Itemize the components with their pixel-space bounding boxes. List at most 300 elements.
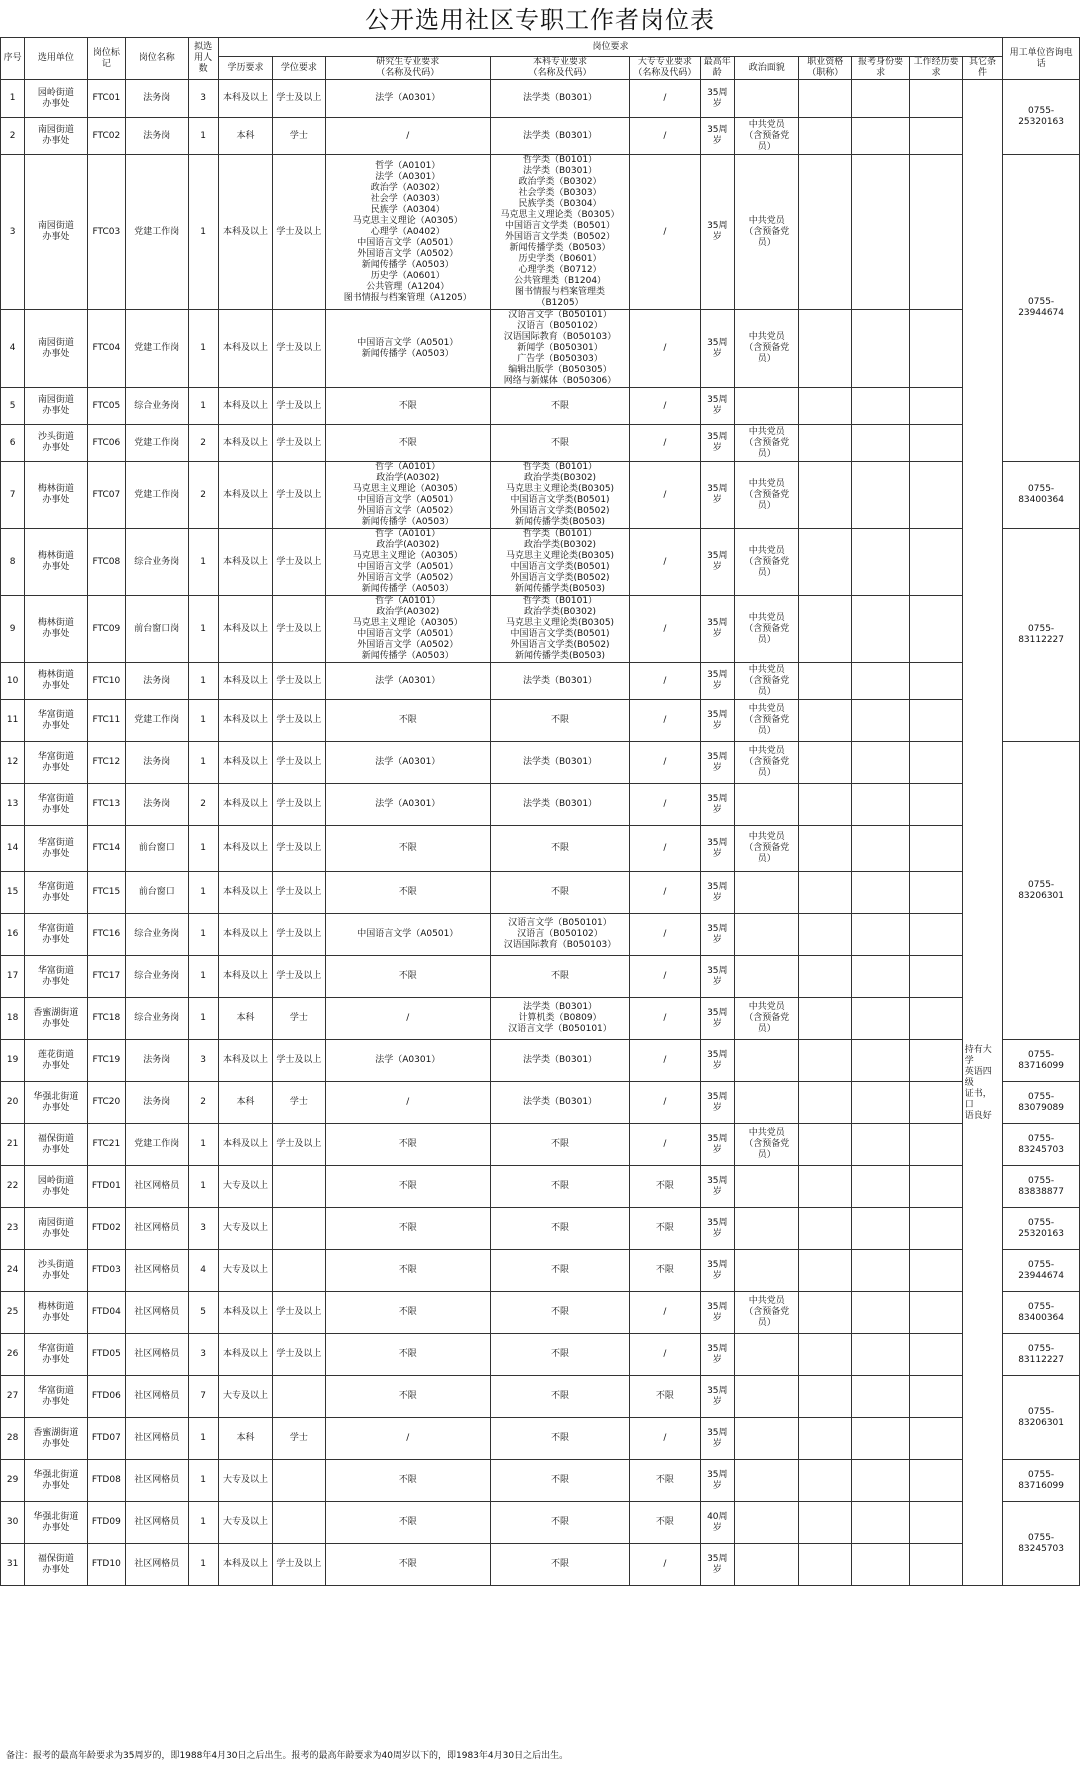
cell-politics	[734, 784, 799, 826]
cell-count: 1	[188, 310, 218, 388]
cell-count: 1	[188, 956, 218, 998]
cell-count: 2	[188, 784, 218, 826]
cell-code: FTD02	[87, 1208, 125, 1250]
cell-college-major: /	[630, 1124, 701, 1166]
cell-bach-major: 不限	[490, 826, 629, 872]
cell-max-age: 35周岁	[700, 155, 734, 310]
cell-college-major: /	[630, 425, 701, 462]
cell-experience	[910, 663, 962, 700]
cell-unit: 香蜜湖街道 办事处	[25, 1418, 88, 1460]
cell-degree: 学士及以上	[273, 784, 325, 826]
cell-degree: 学士及以上	[273, 1124, 325, 1166]
cell-edu: 本科及以上	[218, 1040, 272, 1082]
cell-unit: 梅林街道 办事处	[25, 1292, 88, 1334]
cell-college-major: /	[630, 663, 701, 700]
cell-phone: 0755- 83206301	[1003, 742, 1080, 1040]
cell-seq: 15	[1, 872, 25, 914]
cell-experience	[910, 1334, 962, 1376]
cell-qualification	[799, 1166, 851, 1208]
cell-post: 党建工作岗	[126, 155, 189, 310]
cell-college-major: /	[630, 914, 701, 956]
cell-college-major: /	[630, 1040, 701, 1082]
cell-degree: 学士及以上	[273, 914, 325, 956]
cell-experience	[910, 826, 962, 872]
table-row	[1, 118, 1080, 155]
cell-qualification	[799, 1082, 851, 1124]
cell-identity	[851, 1502, 909, 1544]
cell-degree: 学士及以上	[273, 155, 325, 310]
cell-post: 社区网格员	[126, 1460, 189, 1502]
cell-count: 1	[188, 1166, 218, 1208]
cell-grad-major: 哲学（A0101） 政治学(A0302) 马克思主义理论（A0305） 中国语言文学（A0501） 外国语言文学（A0502） 新闻传播学（A0503）	[325, 462, 490, 529]
table-row	[1, 1544, 1080, 1586]
cell-identity	[851, 1334, 909, 1376]
cell-experience	[910, 1418, 962, 1460]
header-bach-major: 本科专业要求 （名称及代码）	[490, 57, 629, 80]
cell-unit: 华富街道 办事处	[25, 914, 88, 956]
cell-identity	[851, 388, 909, 425]
cell-experience	[910, 388, 962, 425]
cell-bach-major: 不限	[490, 1460, 629, 1502]
cell-edu: 本科及以上	[218, 596, 272, 663]
cell-max-age: 35周岁	[700, 1040, 734, 1082]
cell-code: FTC15	[87, 872, 125, 914]
cell-politics	[734, 1376, 799, 1418]
cell-max-age: 35周岁	[700, 1376, 734, 1418]
cell-identity	[851, 425, 909, 462]
cell-college-major: /	[630, 118, 701, 155]
cell-count: 3	[188, 1040, 218, 1082]
cell-identity	[851, 1166, 909, 1208]
cell-grad-major: 不限	[325, 1502, 490, 1544]
cell-degree: 学士及以上	[273, 1040, 325, 1082]
cell-phone: 0755- 23944674	[1003, 1250, 1080, 1292]
cell-unit: 香蜜湖街道 办事处	[25, 998, 88, 1040]
cell-edu: 本科及以上	[218, 529, 272, 596]
header-code: 岗位标记	[87, 38, 125, 80]
cell-qualification	[799, 388, 851, 425]
cell-grad-major: 不限	[325, 1250, 490, 1292]
cell-seq: 25	[1, 1292, 25, 1334]
cell-max-age: 35周岁	[700, 462, 734, 529]
cell-grad-major: 法学（A0301）	[325, 80, 490, 118]
cell-college-major: /	[630, 310, 701, 388]
cell-college-major: /	[630, 700, 701, 742]
cell-degree: 学士及以上	[273, 1544, 325, 1586]
cell-identity	[851, 118, 909, 155]
cell-grad-major: 中国语言文学（A0501） 新闻传播学（A0503）	[325, 310, 490, 388]
header-college-major: 大专专业要求 （名称及代码）	[630, 57, 701, 80]
cell-max-age: 40周岁	[700, 1502, 734, 1544]
cell-unit: 华富街道 办事处	[25, 784, 88, 826]
cell-code: FTC16	[87, 914, 125, 956]
cell-code: FTD01	[87, 1166, 125, 1208]
header-edu: 学历要求	[218, 57, 272, 80]
cell-unit: 梅林街道 办事处	[25, 462, 88, 529]
cell-max-age: 35周岁	[700, 1208, 734, 1250]
cell-max-age: 35周岁	[700, 663, 734, 700]
cell-college-major: 不限	[630, 1250, 701, 1292]
cell-unit: 华富街道 办事处	[25, 700, 88, 742]
table-row	[1, 914, 1080, 956]
cell-qualification	[799, 80, 851, 118]
cell-max-age: 35周岁	[700, 914, 734, 956]
cell-unit: 华富街道 办事处	[25, 1376, 88, 1418]
cell-politics	[734, 80, 799, 118]
table-row	[1, 80, 1080, 118]
cell-code: FTC01	[87, 80, 125, 118]
table-row	[1, 998, 1080, 1040]
header-degree: 学位要求	[273, 57, 325, 80]
page-title: 公开选用社区专职工作者岗位表	[365, 6, 715, 34]
table-row	[1, 700, 1080, 742]
cell-code: FTD04	[87, 1292, 125, 1334]
table-row	[1, 826, 1080, 872]
header-qualification: 职业资格 （职称）	[799, 57, 851, 80]
cell-grad-major: /	[325, 1418, 490, 1460]
cell-qualification	[799, 1334, 851, 1376]
cell-code: FTC12	[87, 742, 125, 784]
table-row	[1, 663, 1080, 700]
header-grad-major: 研究生专业要求 （名称及代码）	[325, 57, 490, 80]
cell-seq: 18	[1, 998, 25, 1040]
cell-max-age: 35周岁	[700, 872, 734, 914]
cell-degree: 学士及以上	[273, 700, 325, 742]
cell-edu: 大专及以上	[218, 1250, 272, 1292]
table-row	[1, 388, 1080, 425]
cell-unit: 梅林街道 办事处	[25, 663, 88, 700]
cell-grad-major: 不限	[325, 1292, 490, 1334]
cell-degree: 学士及以上	[273, 663, 325, 700]
cell-edu: 本科及以上	[218, 742, 272, 784]
cell-degree: 学士	[273, 998, 325, 1040]
cell-phone: 0755- 25320163	[1003, 1208, 1080, 1250]
cell-politics: 中共党员 （含预备党 员）	[734, 596, 799, 663]
cell-college-major: /	[630, 155, 701, 310]
cell-qualification	[799, 826, 851, 872]
cell-seq: 10	[1, 663, 25, 700]
cell-identity	[851, 529, 909, 596]
cell-max-age: 35周岁	[700, 118, 734, 155]
cell-politics	[734, 1208, 799, 1250]
cell-phone: 0755- 83112227	[1003, 529, 1080, 742]
table-row	[1, 1250, 1080, 1292]
cell-count: 1	[188, 998, 218, 1040]
cell-politics	[734, 1166, 799, 1208]
cell-edu: 大专及以上	[218, 1502, 272, 1544]
cell-count: 1	[188, 700, 218, 742]
cell-qualification	[799, 118, 851, 155]
cell-identity	[851, 663, 909, 700]
cell-edu: 本科及以上	[218, 1334, 272, 1376]
cell-bach-major: 不限	[490, 1418, 629, 1460]
cell-unit: 沙头街道 办事处	[25, 425, 88, 462]
cell-code: FTC19	[87, 1040, 125, 1082]
cell-code: FTC20	[87, 1082, 125, 1124]
cell-count: 3	[188, 1334, 218, 1376]
header-unit: 选用单位	[25, 38, 88, 80]
cell-unit: 南园街道 办事处	[25, 118, 88, 155]
cell-unit: 莲花街道 办事处	[25, 1040, 88, 1082]
cell-post: 综合业务岗	[126, 956, 189, 998]
cell-max-age: 35周岁	[700, 1166, 734, 1208]
cell-unit: 沙头街道 办事处	[25, 1250, 88, 1292]
cell-qualification	[799, 1418, 851, 1460]
cell-politics	[734, 914, 799, 956]
cell-post: 法务岗	[126, 663, 189, 700]
cell-qualification	[799, 663, 851, 700]
cell-count: 1	[188, 118, 218, 155]
cell-identity	[851, 1040, 909, 1082]
cell-grad-major: 不限	[325, 956, 490, 998]
cell-seq: 7	[1, 462, 25, 529]
cell-code: FTC04	[87, 310, 125, 388]
cell-grad-major: 法学（A0301）	[325, 784, 490, 826]
cell-seq: 26	[1, 1334, 25, 1376]
cell-edu: 本科及以上	[218, 155, 272, 310]
cell-bach-major: 不限	[490, 1292, 629, 1334]
cell-qualification	[799, 700, 851, 742]
cell-college-major: /	[630, 956, 701, 998]
cell-experience	[910, 1208, 962, 1250]
cell-college-major: /	[630, 1082, 701, 1124]
cell-seq: 3	[1, 155, 25, 310]
cell-count: 1	[188, 388, 218, 425]
cell-degree: 学士	[273, 118, 325, 155]
cell-degree	[273, 1208, 325, 1250]
cell-college-major: /	[630, 742, 701, 784]
cell-edu: 大专及以上	[218, 1376, 272, 1418]
cell-phone: 0755- 83112227	[1003, 1334, 1080, 1376]
cell-max-age: 35周岁	[700, 529, 734, 596]
cell-post: 社区网格员	[126, 1292, 189, 1334]
cell-experience	[910, 425, 962, 462]
cell-edu: 本科及以上	[218, 826, 272, 872]
cell-edu: 大专及以上	[218, 1460, 272, 1502]
cell-post: 党建工作岗	[126, 462, 189, 529]
cell-post: 社区网格员	[126, 1376, 189, 1418]
cell-post: 综合业务岗	[126, 914, 189, 956]
cell-max-age: 35周岁	[700, 700, 734, 742]
cell-code: FTC21	[87, 1124, 125, 1166]
table-row	[1, 1082, 1080, 1124]
cell-degree: 学士及以上	[273, 529, 325, 596]
cell-identity	[851, 1208, 909, 1250]
header-post: 岗位名称	[126, 38, 189, 80]
cell-qualification	[799, 310, 851, 388]
cell-edu: 本科及以上	[218, 425, 272, 462]
cell-phone: 0755- 83716099	[1003, 1040, 1080, 1082]
cell-code: FTC07	[87, 462, 125, 529]
cell-unit: 华富街道 办事处	[25, 956, 88, 998]
cell-college-major: 不限	[630, 1460, 701, 1502]
table-row	[1, 872, 1080, 914]
cell-seq: 6	[1, 425, 25, 462]
cell-college-major: /	[630, 1334, 701, 1376]
cell-edu: 本科及以上	[218, 1292, 272, 1334]
cell-politics: 中共党员 （含预备党 员）	[734, 462, 799, 529]
cell-bach-major: 法学类（B0301）	[490, 663, 629, 700]
cell-degree: 学士及以上	[273, 956, 325, 998]
cell-edu: 本科	[218, 118, 272, 155]
cell-seq: 28	[1, 1418, 25, 1460]
cell-experience	[910, 80, 962, 118]
cell-post: 法务岗	[126, 80, 189, 118]
cell-code: FTC10	[87, 663, 125, 700]
cell-phone: 0755- 23944674	[1003, 155, 1080, 462]
cell-edu: 本科及以上	[218, 956, 272, 998]
cell-bach-major: 不限	[490, 1502, 629, 1544]
cell-qualification	[799, 1502, 851, 1544]
cell-politics: 中共党员 （含预备党 员）	[734, 700, 799, 742]
cell-grad-major: /	[325, 1082, 490, 1124]
cell-grad-major: 不限	[325, 1334, 490, 1376]
cell-experience	[910, 956, 962, 998]
cell-college-major: 不限	[630, 1166, 701, 1208]
cell-seq: 21	[1, 1124, 25, 1166]
cell-edu: 本科及以上	[218, 1544, 272, 1586]
cell-identity	[851, 1544, 909, 1586]
cell-grad-major: 法学（A0301）	[325, 1040, 490, 1082]
cell-qualification	[799, 742, 851, 784]
cell-degree: 学士及以上	[273, 80, 325, 118]
cell-count: 5	[188, 1292, 218, 1334]
table-row	[1, 742, 1080, 784]
cell-experience	[910, 872, 962, 914]
cell-count: 1	[188, 1502, 218, 1544]
cell-politics	[734, 1334, 799, 1376]
cell-post: 党建工作岗	[126, 700, 189, 742]
cell-politics	[734, 1544, 799, 1586]
cell-max-age: 35周岁	[700, 1460, 734, 1502]
cell-count: 7	[188, 1376, 218, 1418]
cell-max-age: 35周岁	[700, 742, 734, 784]
cell-experience	[910, 310, 962, 388]
cell-max-age: 35周岁	[700, 1250, 734, 1292]
cell-unit: 华强北街道 办事处	[25, 1460, 88, 1502]
footnote: 备注：报考的最高年龄要求为35周岁的，即1988年4月30日之后出生。报考的最高年龄要求为40周岁以下的，即1983年4月30日之后出生。	[6, 1751, 569, 1761]
cell-college-major: 不限	[630, 1376, 701, 1418]
cell-grad-major: 不限	[325, 388, 490, 425]
cell-code: FTC11	[87, 700, 125, 742]
cell-college-major: /	[630, 1544, 701, 1586]
cell-politics: 中共党员 （含预备党 员）	[734, 118, 799, 155]
cell-post: 社区网格员	[126, 1166, 189, 1208]
cell-experience	[910, 784, 962, 826]
cell-max-age: 35周岁	[700, 1334, 734, 1376]
cell-post: 社区网格员	[126, 1334, 189, 1376]
table-row	[1, 596, 1080, 663]
cell-experience	[910, 1460, 962, 1502]
cell-post: 党建工作岗	[126, 1124, 189, 1166]
cell-degree: 学士及以上	[273, 1334, 325, 1376]
cell-politics	[734, 1418, 799, 1460]
header-identity: 报考身份要求	[851, 57, 909, 80]
cell-unit: 福保街道 办事处	[25, 1124, 88, 1166]
cell-seq: 5	[1, 388, 25, 425]
cell-unit: 园岭街道 办事处	[25, 80, 88, 118]
cell-seq: 20	[1, 1082, 25, 1124]
cell-count: 1	[188, 155, 218, 310]
cell-degree: 学士	[273, 1418, 325, 1460]
cell-experience	[910, 1124, 962, 1166]
cell-seq: 31	[1, 1544, 25, 1586]
cell-identity	[851, 462, 909, 529]
cell-college-major: /	[630, 872, 701, 914]
cell-post: 前台窗口	[126, 872, 189, 914]
cell-code: FTC06	[87, 425, 125, 462]
cell-code: FTC13	[87, 784, 125, 826]
cell-code: FTC14	[87, 826, 125, 872]
cell-experience	[910, 700, 962, 742]
table-row	[1, 425, 1080, 462]
cell-phone: 0755- 25320163	[1003, 80, 1080, 155]
cell-identity	[851, 742, 909, 784]
cell-identity	[851, 914, 909, 956]
cell-unit: 华强北街道 办事处	[25, 1082, 88, 1124]
cell-bach-major: 不限	[490, 1166, 629, 1208]
cell-post: 前台窗口	[126, 826, 189, 872]
cell-degree: 学士	[273, 1082, 325, 1124]
cell-college-major: 不限	[630, 1208, 701, 1250]
cell-post: 法务岗	[126, 1082, 189, 1124]
cell-unit: 园岭街道 办事处	[25, 1166, 88, 1208]
cell-identity	[851, 1376, 909, 1418]
cell-count: 1	[188, 1544, 218, 1586]
cell-phone: 0755- 83716099	[1003, 1460, 1080, 1502]
cell-bach-major: 哲学类（B0101） 政治学类(B0302) 马克思主义理论类(B0305) 中国语言文学类(B0501) 外国语言文学类(B0502) 新闻传播学类(B0503)	[490, 529, 629, 596]
header-requirements: 岗位要求	[218, 38, 1003, 57]
cell-post: 综合业务岗	[126, 998, 189, 1040]
cell-degree: 学士及以上	[273, 872, 325, 914]
cell-code: FTD05	[87, 1334, 125, 1376]
cell-bach-major: 不限	[490, 1124, 629, 1166]
cell-phone: 0755- 83400364	[1003, 1292, 1080, 1334]
cell-post: 社区网格员	[126, 1502, 189, 1544]
cell-code: FTD07	[87, 1418, 125, 1460]
cell-post: 社区网格员	[126, 1418, 189, 1460]
cell-count: 1	[188, 1418, 218, 1460]
cell-count: 1	[188, 529, 218, 596]
cell-politics	[734, 956, 799, 998]
cell-grad-major: 法学（A0301）	[325, 663, 490, 700]
cell-identity	[851, 80, 909, 118]
cell-post: 党建工作岗	[126, 425, 189, 462]
cell-qualification	[799, 956, 851, 998]
cell-bach-major: 不限	[490, 1208, 629, 1250]
cell-max-age: 35周岁	[700, 1082, 734, 1124]
cell-degree	[273, 1166, 325, 1208]
cell-degree: 学士及以上	[273, 462, 325, 529]
cell-identity	[851, 1460, 909, 1502]
cell-edu: 本科及以上	[218, 80, 272, 118]
cell-college-major: /	[630, 80, 701, 118]
cell-count: 4	[188, 1250, 218, 1292]
cell-max-age: 35周岁	[700, 310, 734, 388]
cell-seq: 19	[1, 1040, 25, 1082]
cell-seq: 12	[1, 742, 25, 784]
cell-code: FTD10	[87, 1544, 125, 1586]
cell-grad-major: 不限	[325, 1208, 490, 1250]
cell-grad-major: 不限	[325, 1544, 490, 1586]
cell-edu: 本科及以上	[218, 784, 272, 826]
cell-grad-major: 哲学（A0101） 法学（A0301） 政治学（A0302） 社会学（A0303） 民族学（A0304） 马克思主义理论（A0305） 心理学（A0402） 中国语言文学（A0501） 外国语言文学（A0502） 新闻传播学（A0503） 历史学（A0601） 公共管理（A1204） 图书情报与档案管理（A1205）	[325, 155, 490, 310]
cell-bach-major: 法学类（B0301）	[490, 784, 629, 826]
table-row	[1, 1124, 1080, 1166]
cell-phone: 0755- 83245703	[1003, 1502, 1080, 1586]
cell-seq: 23	[1, 1208, 25, 1250]
cell-seq: 9	[1, 596, 25, 663]
